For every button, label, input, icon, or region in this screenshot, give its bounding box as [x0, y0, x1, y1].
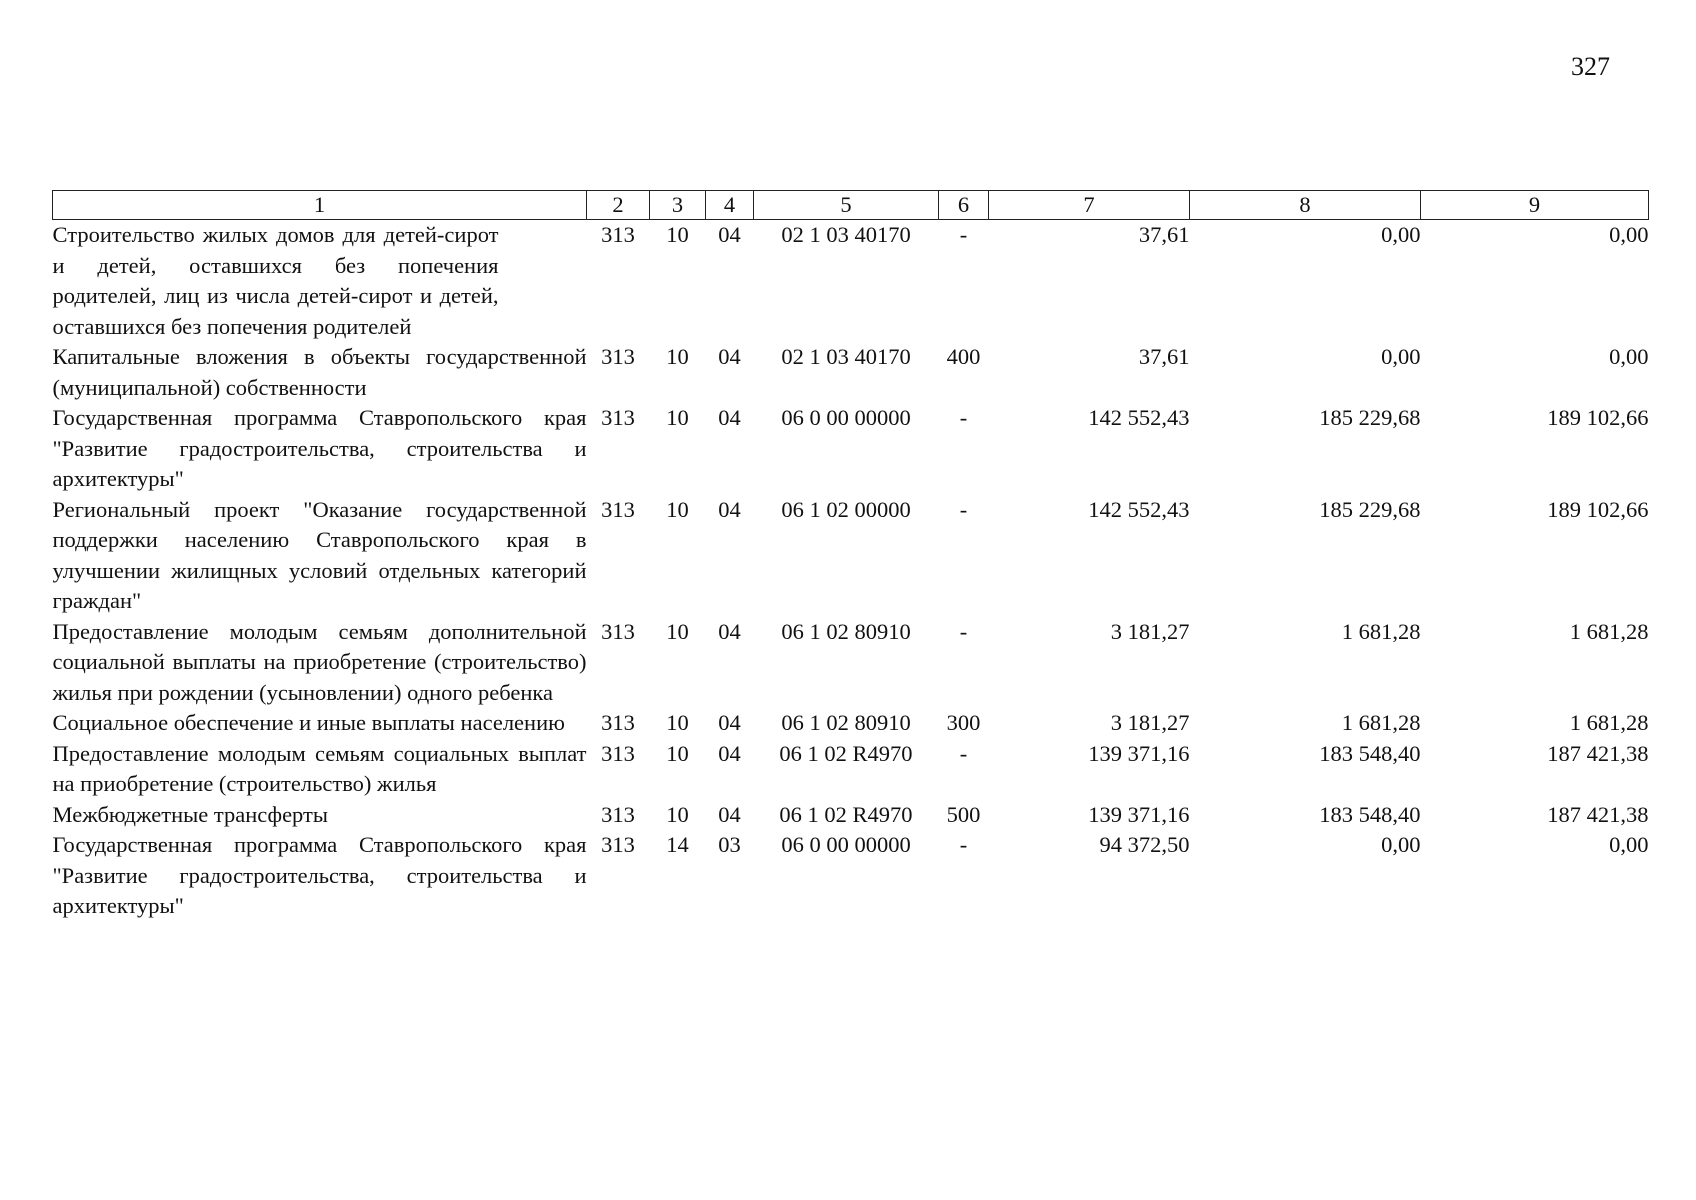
cell-col-2: 313 — [601, 496, 635, 522]
row-name-text: Государственная программа Ставропольского края "Развитие градостроительства, строительства и архитектуры" — [52, 832, 587, 918]
cell-col-8: 185 229,68 — [1319, 496, 1421, 522]
row-name — [53, 617, 587, 709]
cell-col-5: 06 1 02 80910 — [781, 710, 911, 735]
cell-col-4: 03 — [718, 832, 741, 857]
header-col-3: 3 — [650, 191, 706, 220]
header-col-9: 9 — [1421, 191, 1649, 220]
cell-col-2: 313 — [601, 344, 635, 369]
cell-col-5: 06 1 02 00000 — [781, 496, 911, 522]
cell-col-2: 313 — [601, 618, 635, 644]
cell-col-5: 02 1 03 40170 — [781, 222, 911, 247]
header-col-5: 5 — [754, 191, 939, 220]
cell-col-9: 0,00 — [1609, 832, 1649, 857]
cell-col-9: 1 681,28 — [1569, 618, 1649, 644]
cell-col-4: 04 — [718, 740, 741, 766]
cell-col-7: 139 371,16 — [1088, 740, 1190, 766]
cell-col-9: 1 681,28 — [1569, 710, 1649, 735]
cell-col-2: 313 — [601, 710, 635, 735]
cell-col-5: 02 1 03 40170 — [781, 344, 911, 369]
cell-col-3: 10 — [666, 344, 689, 369]
row-name — [53, 739, 587, 800]
cell-col-5: 06 0 00 00000 — [781, 832, 911, 857]
table-row — [53, 342, 1649, 403]
cell-col-4: 04 — [718, 618, 741, 644]
cell-col-3: 10 — [666, 801, 689, 827]
cell-col-4: 04 — [718, 344, 741, 369]
row-name-text: Региональный проект "Оказание государственной поддержки населению Ставропольского края в улучшении жилищных условий отдельных категорий граждан" — [52, 496, 587, 613]
row-name — [53, 708, 587, 739]
budget-table — [52, 190, 1649, 922]
cell-col-6: - — [959, 496, 968, 522]
table-row — [53, 495, 1649, 617]
cell-col-2: 313 — [601, 801, 635, 827]
cell-col-9: 189 102,66 — [1547, 405, 1649, 430]
cell-col-9: 0,00 — [1609, 222, 1649, 247]
cell-col-6: 500 — [946, 801, 981, 827]
cell-col-8: 185 229,68 — [1319, 405, 1421, 430]
header-col-6: 6 — [939, 191, 989, 220]
cell-col-9: 187 421,38 — [1547, 740, 1649, 766]
cell-col-2: 313 — [601, 222, 635, 247]
row-name-text: Капитальные вложения в объекты государственной (муниципальной) собственности — [52, 344, 587, 400]
cell-col-8: 1 681,28 — [1341, 618, 1421, 644]
cell-col-6: 400 — [946, 344, 981, 369]
cell-col-3: 10 — [666, 710, 689, 735]
row-name-text: Предоставление молодым семьям социальных выплат на приобретение (строительство) жилья — [52, 740, 587, 796]
table-row — [53, 403, 1649, 495]
cell-col-5: 06 0 00 00000 — [781, 405, 911, 430]
cell-col-7: 142 552,43 — [1088, 496, 1190, 522]
cell-col-7: 142 552,43 — [1088, 405, 1190, 430]
header-col-1: 1 — [53, 191, 587, 220]
cell-col-2: 313 — [601, 832, 635, 857]
table-row — [53, 708, 1649, 739]
cell-col-8: 0,00 — [1381, 344, 1421, 369]
cell-col-7: 94 372,50 — [1099, 832, 1190, 857]
row-name-text: Предоставление молодым семьям дополнительной социальной выплаты на приобретение (строительство) жилья при рождении (усыновлении) одного ребенка — [52, 618, 587, 705]
cell-col-3: 14 — [666, 832, 689, 857]
cell-col-6: 300 — [946, 710, 981, 735]
cell-col-6: - — [959, 832, 968, 857]
cell-col-7: 139 371,16 — [1088, 801, 1190, 827]
cell-col-8: 183 548,40 — [1319, 801, 1421, 827]
row-name — [53, 830, 587, 922]
cell-col-8: 0,00 — [1381, 222, 1421, 247]
cell-col-4: 04 — [718, 801, 741, 827]
cell-col-6: - — [959, 618, 968, 644]
row-name — [53, 220, 587, 343]
row-name — [53, 495, 587, 617]
cell-col-3: 10 — [666, 496, 689, 522]
cell-col-8: 0,00 — [1381, 832, 1421, 857]
cell-col-5: 06 1 02 80910 — [781, 618, 911, 644]
cell-col-8: 1 681,28 — [1341, 710, 1421, 735]
cell-col-4: 04 — [718, 222, 741, 247]
cell-col-2: 313 — [601, 405, 635, 430]
row-name-text: Межбюджетные трансферты — [52, 801, 328, 827]
cell-col-6: - — [959, 740, 968, 766]
cell-col-7: 37,61 — [1138, 222, 1190, 247]
page-number: 327 — [1571, 52, 1610, 81]
cell-col-4: 04 — [718, 405, 741, 430]
table-row — [53, 617, 1649, 709]
cell-col-7: 37,61 — [1138, 344, 1190, 369]
cell-col-4: 04 — [718, 710, 741, 735]
cell-col-6: - — [959, 405, 968, 430]
header-col-4: 4 — [706, 191, 754, 220]
row-name — [53, 342, 587, 403]
row-name — [53, 800, 587, 831]
cell-col-9: 0,00 — [1609, 344, 1649, 369]
row-name-text: Государственная программа Ставропольского края "Развитие градостроительства, строительства и архитектуры" — [52, 405, 587, 491]
cell-col-5: 06 1 02 R4970 — [779, 740, 913, 766]
cell-col-3: 10 — [666, 405, 689, 430]
header-col-8: 8 — [1190, 191, 1421, 220]
cell-col-2: 313 — [601, 740, 635, 766]
row-name — [53, 403, 587, 495]
header-col-2: 2 — [587, 191, 650, 220]
table-row — [53, 830, 1649, 922]
cell-col-7: 3 181,27 — [1110, 618, 1190, 644]
cell-col-7: 3 181,27 — [1110, 710, 1190, 735]
header-col-7: 7 — [989, 191, 1190, 220]
cell-col-3: 10 — [666, 618, 689, 644]
row-name-text: Строительство жилых домов для детей-сирот и детей, оставшихся без попечения родителей, лиц из числа детей-сирот и детей, оставшихся без попечения родителей — [52, 222, 499, 339]
cell-col-9: 189 102,66 — [1547, 496, 1649, 522]
cell-col-4: 04 — [718, 496, 741, 522]
table-header-row — [53, 191, 1649, 220]
cell-col-3: 10 — [666, 222, 689, 247]
cell-col-6: - — [959, 222, 968, 247]
cell-col-9: 187 421,38 — [1547, 801, 1649, 827]
table-row — [53, 800, 1649, 831]
table-row — [53, 739, 1649, 800]
cell-col-3: 10 — [666, 740, 689, 766]
cell-col-8: 183 548,40 — [1319, 740, 1421, 766]
cell-col-5: 06 1 02 R4970 — [779, 801, 913, 827]
table-row — [53, 220, 1649, 343]
row-name-text: Социальное обеспечение и иные выплаты населению — [52, 710, 565, 735]
